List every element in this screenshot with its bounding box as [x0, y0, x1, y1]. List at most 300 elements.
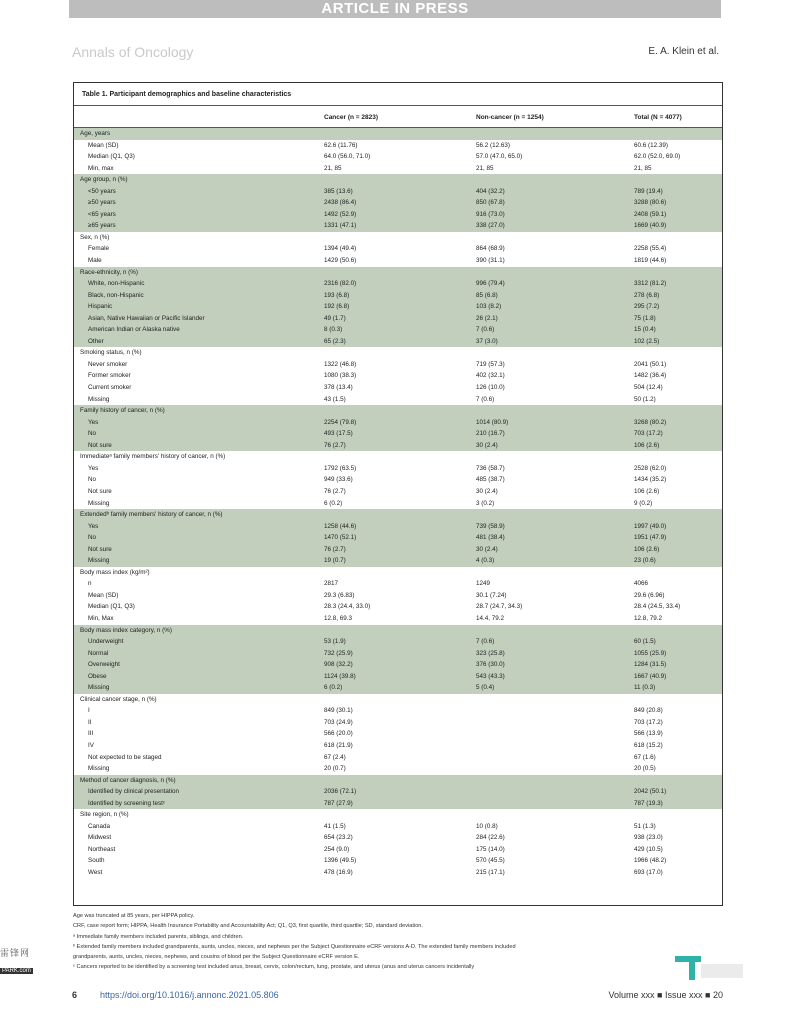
cell-c1: 76 (2.7) [324, 545, 346, 553]
row-label: Not expected to be staged [88, 753, 162, 761]
table-row [74, 220, 722, 232]
cell-c1: 2438 (86.4) [324, 199, 357, 207]
cell-c1: 6 (0.2) [324, 684, 343, 692]
cell-c1: 53 (1.9) [324, 638, 346, 646]
cell-c2: 30.1 (7.24) [476, 591, 507, 599]
cell-c1: 478 (16.9) [324, 869, 353, 876]
cell-c3: 1819 (44.6) [634, 257, 667, 265]
cell-c2: 739 (58.9) [476, 522, 505, 530]
cell-c3: 789 (19.4) [634, 187, 663, 195]
table-row [74, 671, 722, 683]
cell-c3: 3288 (80.6) [634, 199, 667, 207]
table-row [74, 463, 722, 475]
cell-c3: 1284 (31.5) [634, 661, 667, 669]
row-label: n [88, 580, 92, 588]
table-row [74, 174, 722, 186]
cell-c2: 402 (32.1) [476, 372, 505, 380]
cell-c3: 2041 (50.1) [634, 360, 667, 368]
row-label: Yes [88, 522, 99, 530]
cell-c1: 654 (23.2) [324, 834, 353, 842]
table-row [74, 659, 722, 671]
cell-c2: 7 (0.6) [476, 395, 495, 403]
cell-c3: 23 (0.6) [634, 557, 656, 565]
cell-c2: 323 (25.8) [476, 649, 505, 657]
row-label: Former smoker [88, 372, 131, 380]
journal-name: Annals of Oncology [72, 44, 194, 60]
cell-c1: 1396 (49.5) [324, 857, 357, 865]
row-label: Identified by screening testᶜ [88, 799, 166, 807]
cell-c1: 1258 (44.6) [324, 522, 357, 530]
table-row [74, 394, 722, 406]
cell-c2: 570 (45.5) [476, 857, 505, 865]
cell-c3: 28.4 (24.5, 33.4) [634, 603, 681, 611]
cell-c1: 64.0 (56.0, 71.0) [324, 153, 371, 161]
cell-c1: 76 (2.7) [324, 441, 346, 449]
cell-c1: 1080 (38.3) [324, 372, 357, 380]
table-row [74, 370, 722, 382]
table-row [74, 440, 722, 452]
row-label: Smoking status, n (%) [80, 349, 142, 357]
table-row [74, 243, 722, 255]
cell-c1: 19 (0.7) [324, 557, 346, 565]
cell-c3: 15 (0.4) [634, 326, 656, 334]
footnote: ᵃ Immediate family members included parents, siblings, and children. [73, 933, 244, 940]
row-label: West [88, 869, 103, 876]
table-row [74, 428, 722, 440]
cell-c3: 106 (2.6) [634, 441, 660, 449]
cell-c1: 2316 (82.0) [324, 280, 357, 288]
cell-c3: 295 (7.2) [634, 303, 660, 311]
cell-c3: 60 (1.5) [634, 638, 656, 646]
row-label: Site region, n (%) [80, 811, 129, 819]
cell-c2: 404 (32.2) [476, 187, 505, 195]
cell-c3: 11 (0.3) [634, 684, 656, 692]
cell-c2: 7 (0.6) [476, 638, 495, 646]
row-label: Female [88, 245, 109, 253]
cell-c3: 9 (0.2) [634, 499, 653, 507]
row-label: Body mass index (kg/m²) [80, 568, 150, 576]
table-row [74, 290, 722, 302]
row-label: Mean (SD) [88, 141, 119, 149]
row-label: Normal [88, 649, 109, 657]
footnote: CRF, case report form; HIPPA, Health Insurance Portability and Accountability Act; Q1, Q3, first quartile, third quartile; SD, standard deviation. [73, 923, 423, 930]
table-row [74, 786, 722, 798]
cell-c1: 6 (0.2) [324, 499, 343, 507]
watermark-logo-icon [675, 950, 745, 982]
watermark-left-url: PARK.com [2, 968, 31, 974]
table-row [74, 567, 722, 579]
table-row [74, 313, 722, 325]
cell-c1: 2254 (79.8) [324, 418, 357, 426]
row-label: Other [88, 337, 104, 345]
cell-c2: 210 (16.7) [476, 430, 505, 438]
table-row [74, 752, 722, 764]
row-label: Yes [88, 464, 99, 472]
cell-c1: 43 (1.5) [324, 395, 346, 403]
row-label: Overweight [88, 661, 120, 669]
table-row [74, 197, 722, 209]
cell-c2: 390 (31.1) [476, 257, 505, 265]
table-number: Table 1. [82, 91, 108, 98]
table-row [74, 798, 722, 810]
cell-c2: 56.2 (12.63) [476, 141, 510, 149]
cell-c1: 493 (17.5) [324, 430, 353, 438]
volume-issue [609, 990, 724, 1000]
cell-c3: 703 (17.2) [634, 718, 663, 726]
table-caption [82, 91, 291, 98]
table-row [74, 347, 722, 359]
table-row [74, 705, 722, 717]
cell-c2: 7 (0.6) [476, 326, 495, 334]
cell-c1: 28.3 (24.4, 33.0) [324, 603, 371, 611]
table-row [74, 255, 722, 267]
cell-c2: 21, 85 [476, 164, 494, 172]
article-in-press-banner: ARTICLE IN PRESS [69, 0, 721, 18]
cell-c1: 21, 85 [324, 164, 342, 172]
row-label: II [88, 718, 92, 726]
cell-c1: 385 (13.6) [324, 187, 353, 195]
table-row [74, 694, 722, 706]
table-footnotes [73, 911, 723, 973]
row-label: I [88, 707, 90, 715]
cell-c2: 1249 [476, 580, 491, 588]
cell-c3: 1997 (49.0) [634, 522, 667, 530]
cell-c1: 1331 (47.1) [324, 222, 357, 230]
table-row [74, 498, 722, 510]
cell-c1: 2817 [324, 580, 339, 588]
cell-c2: 916 (73.0) [476, 210, 505, 218]
row-label: Family history of cancer, n (%) [80, 407, 165, 415]
cell-c1: 20 (0.7) [324, 765, 346, 773]
cell-c2: 57.0 (47.0, 65.0) [476, 153, 523, 161]
cell-c2: 28.7 (24.7, 34.3) [476, 603, 523, 611]
row-label: South [88, 857, 105, 865]
table-row [74, 648, 722, 660]
table-row [74, 509, 722, 521]
row-label: Obese [88, 672, 107, 680]
cell-c2: 26 (2.1) [476, 314, 498, 322]
row-label: Not sure [88, 487, 112, 495]
table-row [74, 521, 722, 533]
cell-c3: 703 (17.2) [634, 430, 663, 438]
table-row [74, 544, 722, 556]
table-row [74, 775, 722, 787]
cell-c1: 566 (20.0) [324, 730, 353, 738]
row-label: Method of cancer diagnosis, n (%) [80, 776, 176, 784]
table-row [74, 636, 722, 648]
page-number: 6 [72, 990, 78, 1000]
table-1 [73, 82, 723, 906]
cell-c2: 5 (0.4) [476, 684, 495, 692]
cell-c2: 215 (17.1) [476, 869, 505, 876]
cell-c3: 4066 [634, 580, 649, 588]
column-header-cancer: Cancer (n = 2823) [324, 114, 379, 121]
table-row [74, 832, 722, 844]
table-row [74, 324, 722, 336]
cell-c3: 618 (15.2) [634, 741, 663, 749]
cell-c3: 29.6 (6.96) [634, 591, 665, 599]
cell-c3: 1966 (48.2) [634, 857, 667, 865]
cell-c3: 1951 (47.9) [634, 534, 667, 542]
table-row [74, 140, 722, 152]
row-label: Identified by clinical presentation [88, 788, 180, 796]
row-label: White, non-Hispanic [88, 280, 145, 288]
watermark-left-text: 雷锋网 [0, 948, 31, 958]
table-row [74, 855, 722, 867]
row-label: Missing [88, 557, 110, 565]
table-row [74, 232, 722, 244]
row-label: American Indian or Alaska native [88, 326, 180, 334]
row-label: Yes [88, 418, 99, 426]
cell-c1: 193 (6.8) [324, 291, 350, 299]
cell-c2: 850 (67.8) [476, 199, 505, 207]
row-label: No [88, 534, 97, 542]
cell-c3: 429 (10.5) [634, 845, 663, 853]
row-label: Age group, n (%) [80, 176, 128, 184]
cell-c1: 949 (33.6) [324, 476, 353, 484]
cell-c3: 3312 (81.2) [634, 280, 667, 288]
volume-label: Volume xxx [608, 990, 655, 1000]
row-label: Not sure [88, 545, 112, 553]
cell-c2: 10 (0.8) [476, 822, 498, 830]
cell-c3: 3268 (80.2) [634, 418, 667, 426]
table-row [74, 359, 722, 371]
cell-c2: 719 (57.3) [476, 360, 505, 368]
table-row [74, 844, 722, 856]
cell-c3: 62.0 (52.0, 69.0) [634, 153, 681, 161]
cell-c1: 618 (21.9) [324, 741, 353, 749]
table-row [74, 151, 722, 163]
cell-c1: 1492 (52.9) [324, 210, 357, 218]
table-row [74, 163, 722, 175]
cell-c3: 566 (13.9) [634, 730, 663, 738]
cell-c1: 787 (27.9) [324, 799, 353, 807]
cell-c3: 12.8, 79.2 [634, 614, 663, 622]
cell-c3: 60.6 (12.39) [634, 141, 668, 149]
footnote: grandparents, aunts, uncles, nieces, nephews, and cousins of blood per the Subject Questionnaire eCRF version E. [73, 954, 360, 961]
table-row [74, 717, 722, 729]
table-top-rule [74, 105, 722, 106]
table-row [74, 417, 722, 429]
table-row [74, 728, 722, 740]
doi-link[interactable]: https://doi.org/10.1016/j.annonc.2021.05.806 [100, 990, 279, 1000]
table-row [74, 578, 722, 590]
cell-c3: 278 (6.8) [634, 291, 660, 299]
table-row [74, 532, 722, 544]
table-row [74, 128, 722, 140]
cell-c3: 67 (1.6) [634, 753, 656, 761]
footnote: ᵇ Extended family members included grandparents, aunts, uncles, nieces, and nephews per the Subject Questionnaire eCRF versions A-D. The extended family members included [73, 943, 516, 950]
cell-c1: 76 (2.7) [324, 487, 346, 495]
cell-c1: 41 (1.5) [324, 822, 346, 830]
table-row [74, 486, 722, 498]
cell-c3: 2528 (62.0) [634, 464, 667, 472]
table-row [74, 867, 722, 879]
issue-label: Issue xxx [665, 990, 703, 1000]
cell-c2: 37 (3.0) [476, 337, 498, 345]
row-label: <65 years [88, 210, 116, 218]
table-row [74, 740, 722, 752]
row-label: ≥50 years [88, 199, 116, 207]
row-label: Median (Q1, Q3) [88, 153, 135, 161]
year-label: 20 [712, 990, 723, 1000]
column-header-total: Total (N = 4077) [634, 114, 682, 121]
table-row [74, 267, 722, 279]
cell-c1: 1394 (49.4) [324, 245, 357, 253]
cell-c1: 1322 (46.8) [324, 360, 357, 368]
table-row [74, 555, 722, 567]
row-label: Age, years [80, 130, 111, 137]
cell-c1: 1792 (63.5) [324, 464, 357, 472]
cell-c3: 21, 85 [634, 164, 652, 172]
row-label: Northeast [88, 845, 116, 853]
row-label: No [88, 430, 97, 438]
cell-c2: 996 (79.4) [476, 280, 505, 288]
row-label: Missing [88, 684, 110, 692]
cell-c1: 8 (0.3) [324, 326, 343, 334]
cell-c2: 864 (68.9) [476, 245, 505, 253]
row-label: III [88, 730, 94, 738]
table-row [74, 590, 722, 602]
cell-c3: 75 (1.8) [634, 314, 656, 322]
row-label: Clinical cancer stage, n (%) [80, 695, 157, 703]
cell-c1: 67 (2.4) [324, 753, 346, 761]
row-label: ≥65 years [88, 222, 116, 230]
cell-c3: 106 (2.6) [634, 487, 660, 495]
row-label: Mean (SD) [88, 591, 119, 599]
cell-c2: 126 (10.0) [476, 384, 505, 392]
table-row [74, 821, 722, 833]
cell-c3: 20 (0.5) [634, 765, 656, 773]
cell-c1: 378 (13.4) [324, 384, 353, 392]
table-row [74, 601, 722, 613]
column-header-non-cancer: Non-cancer (n = 1254) [476, 114, 544, 121]
row-label: Min, Max [88, 614, 114, 622]
row-label: Midwest [88, 834, 112, 842]
row-label: Min, max [88, 164, 114, 172]
table-row [74, 336, 722, 348]
cell-c2: 175 (14.0) [476, 845, 505, 853]
table-row [74, 809, 722, 821]
row-label: IV [88, 741, 94, 749]
table-row [74, 625, 722, 637]
cell-c2: 338 (27.0) [476, 222, 505, 230]
cell-c3: 938 (23.0) [634, 834, 663, 842]
cell-c3: 849 (20.8) [634, 707, 663, 715]
cell-c1: 908 (32.2) [324, 661, 353, 669]
cell-c2: 1014 (80.9) [476, 418, 509, 426]
cell-c3: 2042 (50.1) [634, 788, 667, 796]
row-label: Extendedᵇ family members' history of cancer, n (%) [80, 511, 223, 519]
cell-c1: 1429 (50.6) [324, 257, 357, 265]
row-label: Not sure [88, 441, 112, 449]
table-row [74, 613, 722, 625]
cell-c2: 376 (30.0) [476, 661, 505, 669]
row-label: Missing [88, 499, 110, 507]
table-title: Participant demographics and baseline characteristics [109, 91, 292, 98]
cell-c1: 29.3 (6.83) [324, 591, 355, 599]
cell-c2: 284 (22.6) [476, 834, 505, 842]
cell-c1: 192 (6.8) [324, 303, 350, 311]
cell-c3: 1667 (40.9) [634, 672, 667, 680]
cell-c1: 1470 (52.1) [324, 534, 357, 542]
row-label: Black, non-Hispanic [88, 291, 144, 299]
author-line: E. A. Klein et al. [648, 46, 719, 57]
row-label: Body mass index category, n (%) [80, 626, 172, 634]
cell-c2: 543 (43.3) [476, 672, 505, 680]
row-label: Immediateᵃ family members' history of cancer, n (%) [80, 453, 226, 461]
row-label: Race-ethnicity, n (%) [80, 268, 138, 276]
footnote: ᶜ Cancers reported to be identified by a screening test included anus, breast, cervix, colon/rectum, lung, prostate, and uterus (anus and uterus cancers incidentally [73, 964, 475, 971]
cell-c3: 693 (17.0) [634, 869, 663, 876]
table-row [74, 682, 722, 694]
cell-c3: 50 (1.2) [634, 395, 656, 403]
table-row [74, 382, 722, 394]
separator-icon: ■ [705, 990, 711, 1000]
cell-c3: 1055 (25.9) [634, 649, 667, 657]
cell-c1: 2036 (72.1) [324, 788, 357, 796]
row-label: Current smoker [88, 384, 132, 392]
cell-c2: 30 (2.4) [476, 441, 498, 449]
footnote: Age was truncated at 85 years, per HIPPA policy. [73, 913, 195, 919]
table-row [74, 474, 722, 486]
cell-c2: 3 (0.2) [476, 499, 495, 507]
row-label: Underweight [88, 638, 124, 646]
cell-c1: 254 (9.0) [324, 845, 350, 853]
row-label: Asian, Native Hawaiian or Pacific Islander [88, 314, 205, 322]
cell-c2: 30 (2.4) [476, 545, 498, 553]
cell-c3: 2258 (55.4) [634, 245, 667, 253]
cell-c3: 106 (2.6) [634, 545, 660, 553]
row-label: Median (Q1, Q3) [88, 603, 135, 611]
table-row [74, 763, 722, 775]
table-body [74, 128, 722, 879]
row-label: <50 years [88, 187, 116, 195]
row-label: No [88, 476, 97, 484]
row-label: Sex, n (%) [80, 233, 110, 241]
row-label: Canada [88, 822, 111, 830]
table-row [74, 186, 722, 198]
watermark-left [0, 946, 62, 976]
table-row [74, 209, 722, 221]
cell-c2: 736 (58.7) [476, 464, 505, 472]
cell-c3: 1482 (36.4) [634, 372, 667, 380]
row-label: Male [88, 257, 102, 265]
table-row [74, 301, 722, 313]
cell-c2: 30 (2.4) [476, 487, 498, 495]
cell-c3: 1669 (40.9) [634, 222, 667, 230]
row-label: Never smoker [88, 360, 128, 368]
row-label: Missing [88, 395, 110, 403]
cell-c1: 732 (25.9) [324, 649, 353, 657]
cell-c1: 703 (24.9) [324, 718, 353, 726]
cell-c1: 849 (30.1) [324, 707, 353, 715]
cell-c2: 103 (8.2) [476, 303, 502, 311]
cell-c1: 65 (2.3) [324, 337, 346, 345]
cell-c2: 14.4, 79.2 [476, 614, 505, 622]
table-row [74, 278, 722, 290]
cell-c2: 481 (38.4) [476, 534, 505, 542]
cell-c2: 85 (6.8) [476, 291, 498, 299]
cell-c1: 62.6 (11.76) [324, 141, 358, 149]
cell-c1: 12.8, 69.3 [324, 614, 353, 622]
cell-c1: 1124 (39.8) [324, 672, 356, 680]
table-row [74, 451, 722, 463]
cell-c2: 4 (0.3) [476, 557, 495, 565]
separator-icon: ■ [657, 990, 663, 1000]
cell-c3: 2408 (59.1) [634, 210, 667, 218]
row-label: Missing [88, 765, 110, 773]
